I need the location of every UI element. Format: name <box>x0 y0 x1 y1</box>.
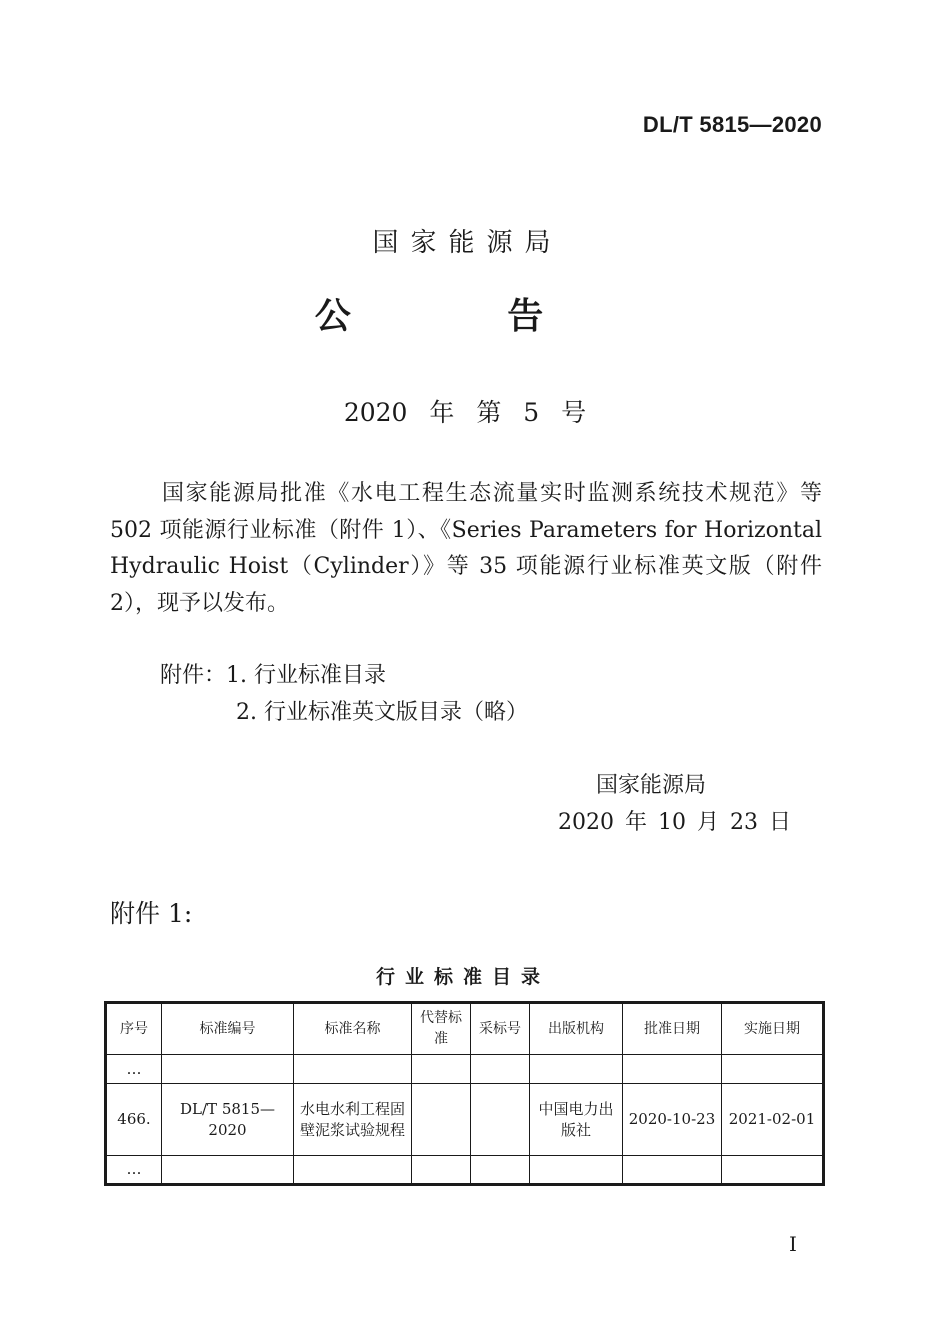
cell-adopted <box>471 1084 530 1156</box>
attachment-heading: 附件 1: <box>110 899 193 928</box>
column-header-name: 标准名称 <box>294 1003 412 1055</box>
cell-publisher <box>530 1055 623 1084</box>
cell-code: DL/T 5815—2020 <box>162 1084 294 1156</box>
table-row <box>106 1156 824 1185</box>
cell-seq: 466. <box>106 1084 162 1156</box>
cell-code <box>162 1055 294 1084</box>
standards-catalog-table <box>104 1001 825 1186</box>
issuer-name: 国家能源局 <box>372 228 563 258</box>
cell-approved: 2020-10-23 <box>623 1084 722 1156</box>
cell-replaces <box>412 1055 471 1084</box>
signature-date: 2020 年 10 月 23 日 <box>558 810 791 835</box>
attachment-item-1: 附件：1. 行业标准目录 <box>160 663 386 688</box>
column-header-approved: 批准日期 <box>623 1003 722 1055</box>
document-number: 2020 年 第 5 号 <box>343 398 587 427</box>
table-header-row <box>106 1003 824 1055</box>
cell-effective: 2021-02-01 <box>722 1084 824 1156</box>
table-row <box>106 1084 824 1156</box>
cell-code <box>162 1156 294 1185</box>
attachments-list <box>160 657 528 731</box>
standard-code: DL/T 5815—2020 <box>642 112 822 137</box>
table-row <box>106 1055 824 1084</box>
column-header-publisher: 出版机构 <box>530 1003 623 1055</box>
cell-publisher <box>530 1156 623 1185</box>
cell-name: 水电水利工程固壁泥浆试验规程 <box>294 1084 412 1156</box>
column-header-adopted: 采标号 <box>471 1003 530 1055</box>
document-type-title: 公 告 <box>314 296 616 337</box>
table-title: 行业标准目录 <box>375 966 550 988</box>
cell-adopted <box>471 1156 530 1185</box>
cell-effective <box>722 1156 824 1185</box>
cell-seq: … <box>106 1156 162 1185</box>
cell-name <box>294 1156 412 1185</box>
cell-effective <box>722 1055 824 1084</box>
page-number: I <box>789 1232 797 1256</box>
attachment-item-2: 2. 行业标准英文版目录（略） <box>236 700 528 725</box>
cell-adopted <box>471 1055 530 1084</box>
cell-replaces <box>412 1084 471 1156</box>
column-header-effective: 实施日期 <box>722 1003 824 1055</box>
column-header-replaces: 代替标准 <box>412 1003 471 1055</box>
column-header-seq: 序号 <box>106 1003 162 1055</box>
cell-replaces <box>412 1156 471 1185</box>
cell-approved <box>623 1055 722 1084</box>
notice-body: 国家能源局批准《水电工程生态流量实时监测系统技术规范》等 502 项能源行业标准（附件 1）、《Series Parameters for Horizontal Hydraulic Hoist（Cylinder）》等 35 项能源行业标准英文版（附件 2），现予以发布。 <box>110 481 822 616</box>
cell-seq: … <box>106 1055 162 1084</box>
cell-publisher: 中国电力出版社 <box>530 1084 623 1156</box>
cell-name <box>294 1055 412 1084</box>
signature-organization: 国家能源局 <box>596 773 707 798</box>
cell-approved <box>623 1156 722 1185</box>
column-header-code: 标准编号 <box>162 1003 294 1055</box>
